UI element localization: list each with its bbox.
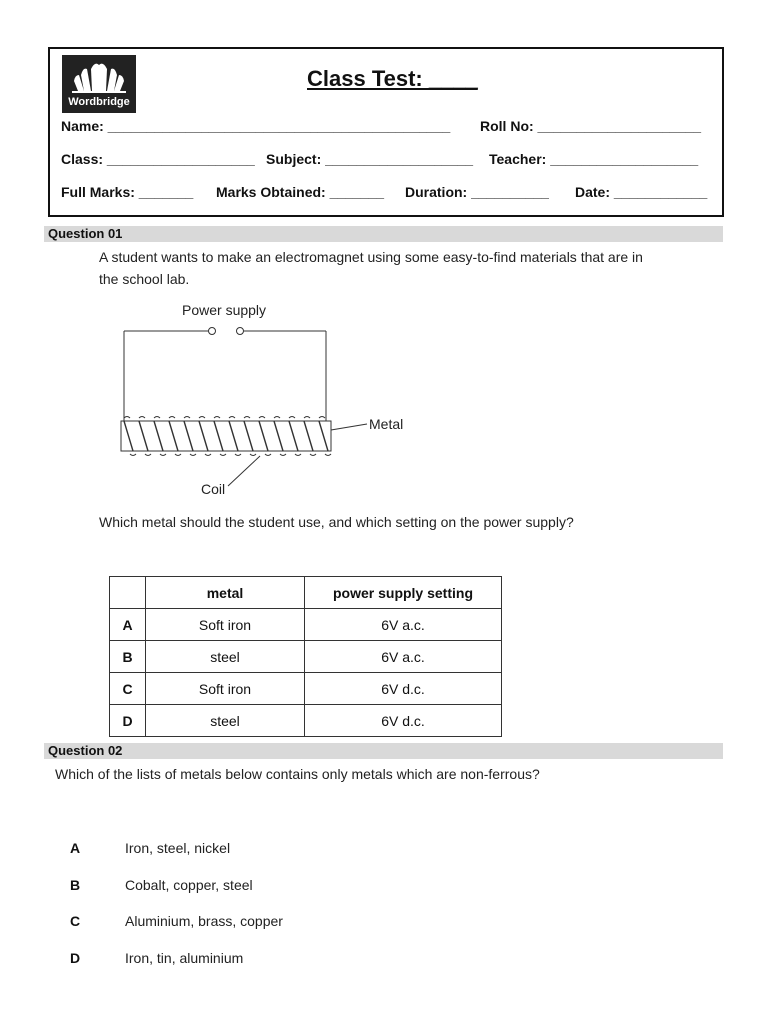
- row-setting: 6V a.c.: [305, 641, 502, 673]
- table-row[interactable]: [110, 609, 502, 641]
- option-text: Aluminium, brass, copper: [125, 913, 283, 929]
- metal-label: Metal: [369, 416, 404, 432]
- question-02-label: Question 02: [44, 743, 723, 759]
- row-metal: Soft iron: [146, 673, 305, 705]
- table-header-setting: power supply setting: [305, 577, 502, 609]
- table-row[interactable]: [110, 705, 502, 737]
- option-text: Iron, tin, aluminium: [125, 950, 244, 966]
- question-01-intro-line1: A student wants to make an electromagnet using some easy-to-find materials that are in: [99, 249, 643, 265]
- row-letter: C: [110, 673, 146, 705]
- power-supply-label: Power supply: [182, 302, 267, 318]
- coil-turns: [124, 421, 328, 451]
- option-text: Iron, steel, nickel: [125, 840, 231, 856]
- question-01-intro-line2: the school lab.: [99, 271, 190, 287]
- question-01-label: Question 01: [44, 226, 723, 242]
- row-letter: B: [110, 641, 146, 673]
- table-row[interactable]: [110, 673, 502, 705]
- option-text: Cobalt, copper, steel: [125, 877, 253, 893]
- table-row[interactable]: [110, 641, 502, 673]
- row-setting: 6V d.c.: [305, 673, 502, 705]
- row-letter: D: [110, 705, 146, 737]
- duration-field[interactable]: Duration: __________: [405, 184, 549, 200]
- row-setting: 6V a.c.: [305, 609, 502, 641]
- coil-label: Coil: [201, 481, 226, 497]
- coil-bottom-loops: [130, 454, 331, 456]
- table-header-row: [110, 577, 502, 609]
- row-letter: A: [110, 609, 146, 641]
- coil-leader-line: [228, 456, 260, 486]
- terminal-left: [209, 328, 216, 335]
- terminal-right: [237, 328, 244, 335]
- row-metal: Soft iron: [146, 609, 305, 641]
- metal-bar: [121, 421, 331, 451]
- table-header-letter: [110, 577, 146, 609]
- metal-leader-line: [331, 424, 367, 430]
- question-02-prompt: Which of the lists of metals below contains only metals which are non-ferrous?: [55, 766, 540, 782]
- answer-options-table: [109, 576, 502, 737]
- logo-text: Wordbridge: [68, 96, 130, 108]
- option-letter: D: [70, 950, 81, 966]
- option-letter: A: [70, 840, 81, 856]
- roll-no-field[interactable]: Roll No: _____________________: [480, 118, 702, 134]
- coil-top-loops: [124, 417, 325, 419]
- row-metal: steel: [146, 641, 305, 673]
- full-marks-field[interactable]: Full Marks: _______: [61, 184, 194, 200]
- date-field[interactable]: Date: ____________: [575, 184, 708, 200]
- class-field[interactable]: Class: ___________________: [61, 151, 255, 167]
- question-01-prompt: Which metal should the student use, and which setting on the power supply?: [99, 514, 574, 530]
- table-header-metal: metal: [146, 577, 305, 609]
- page-title: Class Test: ____: [307, 66, 478, 91]
- marks-obtained-field[interactable]: Marks Obtained: _______: [216, 184, 385, 200]
- row-setting: 6V d.c.: [305, 705, 502, 737]
- name-field[interactable]: Name: ____________________________________________: [61, 118, 451, 134]
- row-metal: steel: [146, 705, 305, 737]
- option-letter: B: [70, 877, 81, 893]
- teacher-field[interactable]: Teacher: ___________________: [489, 151, 699, 167]
- subject-field[interactable]: Subject: ___________________: [266, 151, 474, 167]
- option-letter: C: [70, 913, 81, 929]
